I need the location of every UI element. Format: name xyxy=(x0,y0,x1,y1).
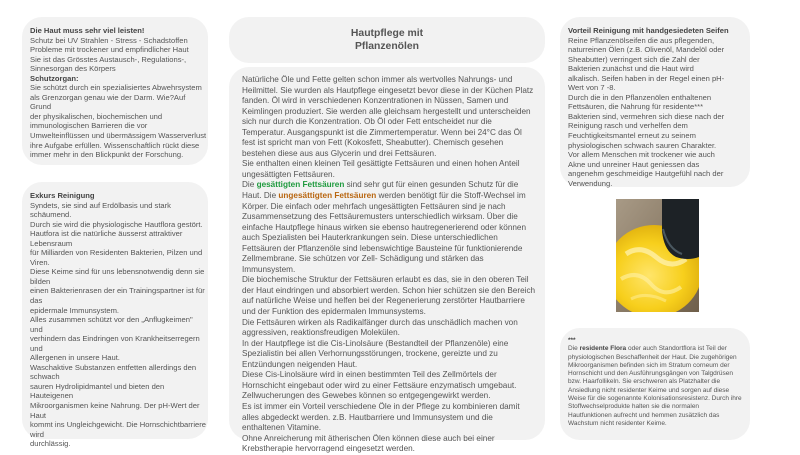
text-line: Viren. xyxy=(30,257,50,267)
text-line: für Milliarden von Residenten Bakterien, Pilzen und xyxy=(30,248,203,258)
text-line: naturreinen Ölen (z.B. Olivenöl, Mandelöl oder xyxy=(568,45,725,55)
text-line: Sinnesorgan des Körpers xyxy=(30,64,116,74)
text-line: bzw. Haarfollikeln. Sie erschweren als Platzhalter die xyxy=(568,378,721,386)
text-line: Hornschicht und den Ausführungsgängen von Talgdrüsen xyxy=(568,370,734,378)
text-line: Sheabutter) verringert sich die Zahl der xyxy=(568,54,700,64)
text-line: Natürliche Öle und Fette gelten schon immer als wertvolles Nahrungs- und xyxy=(242,75,513,84)
text-line: Bakterien sind, vermehren sich diese nach der xyxy=(568,111,725,121)
text-line: alkalisch. Seifen haben in der Regel einen pH- xyxy=(568,73,725,83)
text-line: Schutz bei UV Strahlen - Stress - Schadstoffen xyxy=(30,35,188,45)
text-line: Keimlingen produziert. Sie werden alle gleichsam hergestellt und unterscheiden xyxy=(242,106,531,116)
page-title-line-1: Hautpflege mit xyxy=(350,28,424,39)
text-block xyxy=(30,201,208,449)
text-line: Akne und unreiner Haut geniessen das xyxy=(568,159,700,169)
text-line: schäumend. xyxy=(30,210,72,220)
text-line: als Grenzorgan genau wie der Darm. Wie?Auf Grund xyxy=(30,92,186,112)
text-line: Diese Cis-Linolsäure wird in einen bestimmten Teil des Zellmörtels der xyxy=(242,370,497,380)
resident-flora-term: residente Flora xyxy=(579,345,627,353)
text-line: Zellwucherungen des Gewebes können so entgegengewirkt werden. xyxy=(242,391,491,401)
text-block xyxy=(30,83,208,159)
text-line: und xyxy=(30,343,43,353)
text-line: physiologischen schwach sauren Charakter. xyxy=(568,140,717,150)
text-fragment: Die xyxy=(242,180,257,190)
text-line: Die biochemische Struktur der Fettsäuren erlaubt es das, sie in den oberen Teil xyxy=(242,275,529,285)
text-line: aggressiven, reaktionsfreudigen Molekülen. xyxy=(242,328,400,338)
text-line: Probleme mit trockener und empfindlicher Haut xyxy=(30,45,189,55)
text-line: Es ist immer ein Vorteil verschiedene Öle in der Pflege zu kombinieren damit xyxy=(242,401,520,411)
text-line: einen Bakterienrasen der ein Trainingspartner ist für xyxy=(30,286,205,296)
text-line xyxy=(242,180,545,191)
text-line: verhindern das Eindringen von Krankheitserregern xyxy=(30,334,200,344)
title-card xyxy=(229,17,545,63)
text-line: schwach xyxy=(30,372,60,382)
text-line: Verwendung. xyxy=(568,178,613,188)
text-fragment: werden benötigt für die Stoff-Wechsel im xyxy=(376,191,526,201)
text-line: Haut xyxy=(30,410,47,420)
text-line: Syndets, sie sind auf Erdölbasis und stark xyxy=(30,200,171,210)
text-line: auch Spezialisten bei Hauterkrankungen sein. Diese unterschiedlichen xyxy=(242,233,498,243)
text-line: In der Hautpflege ist die Cis-Linolsäure (Bestandteil der Pflanzenöle) eine xyxy=(242,338,509,348)
text-line: Reine Pflanzenölseifen die aus pflegenden, xyxy=(568,35,715,45)
card-heading: Vorteil Reinigung mit handgesiedeten Seifen xyxy=(568,26,729,35)
text-line: Hautfora ist die natürliche äusserst attraktiver xyxy=(30,229,183,239)
text-line: Reinigung rasch und verhelfen dem xyxy=(568,121,688,131)
text-block xyxy=(242,202,545,455)
text-line: Zusammensetzung des Fettsäuremusters unterschiedlich wirksam. Über die xyxy=(242,212,518,222)
resident-flora-card xyxy=(560,328,750,440)
text-fragment: Die xyxy=(568,345,580,353)
text-line: Spezialistin bei allen Verhornungsstörungen, trockene, gereizte und zu xyxy=(242,349,498,359)
text-fragment: oder auch Standortflora ist Teil der xyxy=(626,345,727,353)
text-block xyxy=(568,354,750,429)
soap-batter-image xyxy=(616,199,699,312)
text-line: alles abgedeckt werden. z.B. Hautbarriere und Immunsystem und die xyxy=(242,412,493,422)
text-line: Mikroorganismen befinden sich im Stratum corneum der xyxy=(568,361,730,369)
text-line: Wert von 7 -8. xyxy=(568,83,616,93)
text-line: immer mehr in den Blickpunkt der Forschung. xyxy=(30,150,184,160)
text-line: Vor allem Menschen mit trockener wie auch xyxy=(568,150,715,160)
text-line: Diese Keime sind für uns lebensnotwendig denn sie xyxy=(30,267,205,277)
text-line: ungesättigten Fettsäuren. xyxy=(242,169,335,179)
soap-batter-illustration xyxy=(616,199,699,312)
text-line: auf natürliche Weise und helfen bei der Regenerierung zerstörter Hautbarriere xyxy=(242,296,525,306)
text-block xyxy=(242,75,545,180)
text-line: bestehen diese aus aus Glycerin und drei Fettsäuren. xyxy=(242,148,437,158)
text-line: fanden. Öl wird in verschiedenen Konzentrationen in Nüssen, Samen und xyxy=(242,96,509,106)
text-line: sich nur durch die Konzentration. Ob Öl oder Fett entscheidet nur die xyxy=(242,117,492,127)
text-line: Entzündungen neigenden Haut. xyxy=(242,359,358,369)
text-line: Mikroorganismen keine Nahrung. Der pH-Wert der xyxy=(30,401,200,411)
text-line: Zellmembrane. Sie schützen vor Zell- Schädigung und stärken das xyxy=(242,254,484,264)
skin-tasks-card xyxy=(22,17,208,165)
text-line: einfache Hautpflege hinaus wirken sie ebenso hautregenerierend oder können xyxy=(242,222,527,232)
page-title-line-2: Pflanzenölen xyxy=(354,41,420,52)
text-line: Sie enthalten einen kleinen Teil gesättigte Fettsäuren und einen hohen Anteil xyxy=(242,159,520,169)
text-fragment: Haut. Die xyxy=(242,191,279,201)
text-line: und xyxy=(30,324,43,334)
text-line: Umwelteinflüssen und übermässigem Wasserverlust xyxy=(30,131,207,141)
text-line: immunologischen Barrieren die vor xyxy=(30,121,148,131)
text-line: Bakterien zunächst und die Haut wird xyxy=(568,64,694,74)
text-line: das xyxy=(30,296,43,306)
text-line: Hauteigenen xyxy=(30,391,74,401)
saturated-fatty-acids-highlight: gesättigten Fettsäuren xyxy=(256,180,345,190)
text-line: Durch die in den Pflanzenölen enthaltenen xyxy=(568,92,712,102)
text-line: fest ist spricht man von Fett (Kokosfett, Sheabutter). Chemisch gesehen xyxy=(242,138,504,148)
text-line: und der Funktion des epidermalen Immunsystems. xyxy=(242,307,426,317)
unsaturated-fatty-acids-highlight: ungesättigten Fettsäuren xyxy=(278,191,377,201)
text-line: Wachstum nicht residenter Keime. xyxy=(568,419,667,427)
text-line: Temperatur. Ausgangspunkt ist die Zimmertemperatur. Wenn bei 24°C das Öl xyxy=(242,127,522,137)
footnote-marker: *** xyxy=(568,337,576,344)
text-line: Alles zusammen schützt vor den „Anflugkeimen" xyxy=(30,315,193,325)
text-line: Weise für die sogenannte Kolonisationsresistenz. Durch ihre xyxy=(568,395,742,403)
text-line: ihre Aufgabe erfüllen. Wissenschaftlich rückt diese xyxy=(30,140,200,150)
text-line: Ohne Anreicherung mit ätherischen Ölen können diese auch bei einer xyxy=(242,433,495,443)
text-line: sauren Hydrolipidmantel und bieten den xyxy=(30,381,165,391)
text-line: Fettsäuren der Pflanzenöle sind lebenswichtige Bausteine für funktionierende xyxy=(242,243,523,253)
text-line: Heilmittel. Sie wurden als Hautpflege eingesetzt bevor diese in der Küchen Platz xyxy=(242,85,534,95)
text-line: kommt ins Ungleichgewicht. Die Hornschichtbarriere xyxy=(30,420,206,430)
text-line: Lebensraum xyxy=(30,238,73,248)
text-line: Körper. Die einfach oder mehrfach ungesättigten Fettsäuren sind je nach xyxy=(242,201,506,211)
text-line xyxy=(242,191,545,202)
card-heading: Exkurs Reinigung xyxy=(30,191,95,200)
text-line: bilden xyxy=(30,276,51,286)
text-line: Feuchtigkeitsmantel erneut zu seinem xyxy=(568,131,696,141)
card-subheading: Schutzorgan: xyxy=(30,73,79,83)
soap-advantage-card xyxy=(560,17,750,187)
text-line: Krebstherapie hervorragend eingesetzt werden. xyxy=(242,444,415,454)
text-block xyxy=(30,36,208,74)
text-line: Ansiedlung nicht residenter Keime und sorgen auf diese xyxy=(568,386,730,394)
card-heading: Die Haut muss sehr viel leisten! xyxy=(30,26,145,35)
text-line: Waschaktive Substanzen entfetten allerdings den xyxy=(30,362,197,372)
text-line: Fettsäuren, die Nahrung für residente*** xyxy=(568,102,704,112)
text-line: Sie ist das Grösstes Austausch-, Regulations-, xyxy=(30,54,187,64)
main-article-card xyxy=(229,67,545,454)
text-line: Allergenen in unsere Haut. xyxy=(30,353,120,363)
text-line: enthaltenen Vitamine. xyxy=(242,423,322,433)
text-line: epidermale Immunsystem. xyxy=(30,305,120,315)
text-line: physiologischen Beschaffenheit der Haut. Die zugehörigen xyxy=(568,353,737,361)
text-line: der Haut eindringen und absorbiert werden. Schon hier schützen sie den Bereich xyxy=(242,285,536,295)
text-line: Durch sie wird die physiologische Hautflora gestört. xyxy=(30,219,203,229)
text-line: angenehm geschmeidige Hautgefühl nach der xyxy=(568,169,724,179)
text-line: Immunsystem. xyxy=(242,264,296,274)
text-line: Hornschicht eingebaut oder wird zu einer Fettsäure enzymatisch umgebaut. xyxy=(242,380,517,390)
text-line xyxy=(568,345,750,353)
text-line: Die Fettsäuren wirken als Radikalfänger durch das unschädlich machen von xyxy=(242,317,518,327)
text-block xyxy=(568,36,750,189)
text-fragment: sind sehr gut für einen gesunden Schutz für die xyxy=(344,180,519,190)
cleansing-excursus-card xyxy=(22,182,208,449)
text-line: Sie schützt durch ein spezialisiertes Abwehrsystem xyxy=(30,83,202,93)
text-line: Stoffwechselprodukte halten sie die normalen xyxy=(568,403,700,411)
text-line: Hautfunktionen aufrecht und hemmen zusätzlich das xyxy=(568,411,720,419)
text-line: durchlässig. xyxy=(30,439,71,449)
text-line: der physikalischen, biochemischen und xyxy=(30,111,163,121)
text-line: wird xyxy=(30,429,44,439)
